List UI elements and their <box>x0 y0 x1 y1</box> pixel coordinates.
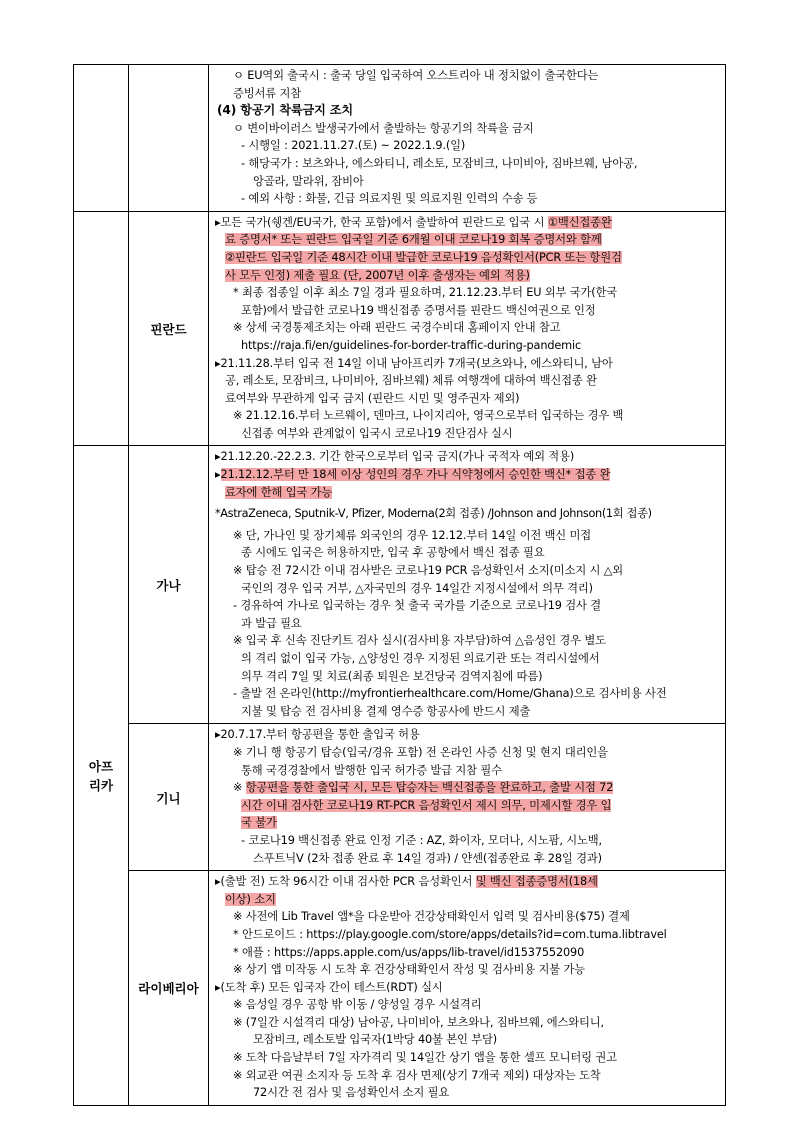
text-span: ▸(출발 전) 도착 96시간 이내 검사한 PCR 음성확인서 <box>215 875 476 889</box>
highlighted-text: 시간 이내 검사한 코로나19 RT-PCR 음성확인서 제시 의무, 미제시할 경우 입 <box>241 798 612 812</box>
finland-row <box>74 211 726 446</box>
text-line: 지불 및 탑승 전 검사비용 결제 영수증 항공사에 반드시 제출 <box>241 704 531 718</box>
section-heading: (4) 항공기 착륙금지 조치 <box>217 103 354 118</box>
text-line: ▸21.11.28.부터 입국 전 14일 이내 남아프리카 7개국(보츠와나, 에스와티니, 남아 <box>215 356 613 370</box>
highlighted-text: 21.12.12.부터 만 18세 이상 성인의 경우 가나 식약청에서 승인한 백신* 접종 완 <box>220 468 611 482</box>
country-cell-empty <box>129 65 209 212</box>
country-cell <box>129 211 209 446</box>
highlighted-text: 료자에 한해 입국 가능 <box>225 485 333 499</box>
text-span: ▸모든 국가(쉥겐/EU국가, 한국 포함)에서 출발하여 핀란드로 입국 시 <box>215 215 548 229</box>
text-line: 72시간 전 검사 및 음성확인서 소지 필요 <box>253 1086 450 1100</box>
text-line: 앙골라, 말라위, 잠비아 <box>253 174 364 188</box>
text-line: - 시행일 : 2021.11.27.(토) ~ 2022.1.9.(일) <box>241 139 466 153</box>
text-line: 스푸트닉V (2차 접종 완료 후 14일 경과) / 얀센(접종완료 후 28일 경과) <box>253 851 602 865</box>
country-cell <box>129 446 209 724</box>
text-line: ※ 도착 다음날부터 7일 자가격리 및 14일간 상기 앱을 통한 셀프 모니터링 권고 <box>233 1051 617 1065</box>
austria-content <box>209 65 726 212</box>
text-line: 통해 국경경찰에서 발행한 입국 허가증 발급 지참 필수 <box>241 763 502 777</box>
text-span: ▸ <box>215 468 221 482</box>
highlighted-text: 및 백신 접종증명서(18세 <box>475 875 598 889</box>
country-name: 가나 <box>156 578 181 594</box>
text-line: ※ 상기 앱 미작동 시 도착 후 건강상태확인서 작성 및 검사비용 지불 가능 <box>233 963 585 977</box>
text-line: ▸21.12.20.-22.2.3. 기간 한국으로부터 입국 금지(가나 국적자 예외 적용) <box>215 450 575 464</box>
highlighted-text: 이상) 소지 <box>225 892 276 906</box>
text-line <box>215 466 719 484</box>
text-line: 의무 격리 7일 및 치료(최종 퇴원은 보건당국 검역지침에 따름) <box>241 669 543 683</box>
country-name: 기니 <box>156 790 181 806</box>
text-line: ※ 상세 국경통제조치는 아래 핀란드 국경수비대 홈페이지 안내 참고 <box>233 321 561 335</box>
text-line <box>215 873 719 891</box>
text-line: ㅇ 변이바이러스 발생국가에서 출발하는 항공기의 착륙을 금지 <box>233 121 534 135</box>
austria-row <box>74 65 726 212</box>
text-line: ※ (7일간 시설격리 대상) 남아공, 나미비아, 보츠와나, 짐바브웨, 에스와티니, <box>233 1015 604 1029</box>
text-line <box>215 484 719 502</box>
travel-restrictions-table <box>73 64 726 1106</box>
highlighted-text: ②핀란드 입국일 기준 48시간 이내 발급한 코로나19 음성확인서(PCR 또는 항원검 <box>225 250 622 264</box>
url-text: * 안드로이드 : https://play.google.com/store/apps/details?id=com.tuma.libtravel <box>233 927 667 941</box>
text-line: ※ 외교관 여권 소지자 등 도착 후 검사 면제(상기 7개국 제외) 대상자는 도착 <box>233 1068 601 1082</box>
text-line: 모잠비크, 레소토발 입국자(1박당 40불 본인 부담) <box>253 1033 498 1047</box>
highlighted-text: 료 증명서* 또는 핀란드 입국일 기준 6개월 이내 코로나19 회복 증명서와 함께 <box>225 233 602 247</box>
text-line: ▸(도착 후) 모든 입국자 간이 테스트(RDT) 실시 <box>215 980 443 994</box>
text-line <box>215 891 719 909</box>
region-cell-africa <box>74 446 129 1105</box>
text-line: ▸20.7.17.부터 항공편을 통한 출입국 허용 <box>215 728 420 742</box>
text-line: ※ 음성일 경우 공항 밖 이동 / 양성일 경우 시설격리 <box>233 998 482 1012</box>
text-line: 증빙서류 지참 <box>233 86 302 100</box>
country-cell <box>129 724 209 871</box>
text-line: 료여부와 무관하게 입국 금지 (핀란드 시민 및 영주권자 제외) <box>225 391 520 405</box>
url-text: * 애플 : https://apps.apple.com/us/apps/lib-travel/id1537552090 <box>233 945 585 959</box>
country-cell <box>129 871 209 1106</box>
text-line: 국인의 경우 입국 거부, △자국민의 경우 14일간 지정시설에서 의무 격리) <box>241 581 593 595</box>
text-line: 의 격리 없이 입국 가능, △양성인 경우 지정된 의료기관 또는 격리시설에서 <box>241 652 600 665</box>
text-line: ※ 21.12.16.부터 노르웨이, 덴마크, 나이지리아, 영국으로부터 입국하는 경우 백 <box>233 409 624 423</box>
text-line: ㅇ EU역외 출국시 : 출국 당일 입국하여 오스트리아 내 정치없이 출국한다는 <box>233 69 599 82</box>
text-line <box>215 814 719 832</box>
country-name: 라이베리아 <box>138 981 199 997</box>
text-line: 공, 레소토, 모잠비크, 나미비아, 짐바브웨) 체류 여행객에 대하여 백신접종 완 <box>225 374 597 388</box>
text-line: - 예외 사항 : 화물, 긴급 의료지원 및 의료지원 인력의 수송 등 <box>241 192 538 206</box>
region-name-line1: 아프 <box>88 758 114 774</box>
highlighted-text: 국 불가 <box>241 816 277 830</box>
liberia-row <box>74 871 726 1106</box>
text-line <box>215 797 719 815</box>
text-line: 신접종 여부와 관계없이 입국시 코로나19 진단검사 실시 <box>241 426 513 440</box>
text-line: ※ 단, 가나인 및 장기체류 외국인의 경우 12.12.부터 14일 이전 백신 미접 <box>233 528 592 542</box>
text-line: - 코로나19 백신접종 완료 인정 기준 : AZ, 화이자, 모더나, 시노팜, 시노백, <box>241 833 602 847</box>
text-line <box>215 267 719 285</box>
text-line: * 최종 접종일 이후 최소 7일 경과 필요하며, 21.12.23.부터 EU 외부 국가(한국 <box>233 286 618 300</box>
text-line: ※ 탑승 전 72시간 이내 검사받은 코로나19 PCR 음성확인서 소지(미소지 시 △외 <box>233 564 624 578</box>
text-line: 포함)에서 발급한 코로나19 백신접종 증명서를 핀란드 백신여권으로 인정 <box>241 303 596 317</box>
text-line <box>215 249 719 267</box>
region-cell-empty <box>74 211 129 446</box>
text-line: - 경유하여 가나로 입국하는 경우 첫 출국 국가를 기준으로 코로나19 검사 결 <box>233 599 601 613</box>
text-span: ※ <box>233 781 246 795</box>
text-line: ※ 사전에 Lib Travel 앱*을 다운받아 건강상태확인서 입력 및 검사비용($75) 결제 <box>233 910 630 924</box>
region-cell-empty <box>74 65 129 212</box>
highlighted-text: 항공편을 통한 출입국 시, 모든 탑승자는 백신접종을 완료하고, 출발 시점 72 <box>245 781 614 795</box>
liberia-content <box>209 871 726 1106</box>
text-line: 과 발급 필요 <box>241 616 302 630</box>
text-line: ※ 기니 행 항공기 탑승(입국/경유 포함) 전 온라인 사증 신청 및 현지 대리인을 <box>233 745 608 759</box>
country-name: 핀란드 <box>150 322 187 338</box>
ghana-content <box>209 446 726 724</box>
text-line: - 출발 전 온라인(http://myfrontierhealthcare.com/Home/Ghana)으로 검사비용 사전 <box>233 687 667 701</box>
finland-content <box>209 211 726 446</box>
highlighted-text: ①백신접종완 <box>547 215 612 229</box>
region-name-line2: 리카 <box>88 777 114 793</box>
guinea-content <box>209 724 726 871</box>
ghana-row <box>74 446 726 724</box>
text-line: - 해당국가 : 보츠와나, 에스와티니, 레소토, 모잠비크, 나미비아, 짐바브웨, 남아공, <box>241 156 638 170</box>
guinea-row <box>74 724 726 871</box>
text-line: 종 시에도 입국은 허용하지만, 입국 후 공항에서 백신 접종 필요 <box>241 546 545 560</box>
text-line <box>215 231 719 249</box>
text-line: *AstraZeneca, Sputnik-V, Pfizer, Moderna(2회 접종) /Johnson and Johnson(1회 접종) <box>215 507 652 521</box>
url-text: https://raja.fi/en/guidelines-for-border-traffic-during-pandemic <box>241 338 582 352</box>
text-line <box>215 779 719 797</box>
text-line: ※ 입국 후 신속 진단키트 검사 실시(검사비용 자부담)하여 △음성인 경우 별도 <box>233 634 606 648</box>
text-line <box>215 214 719 232</box>
highlighted-text: 사 모두 인정) 제출 필요 (단, 2007년 이후 출생자는 예외 적용) <box>225 268 530 282</box>
